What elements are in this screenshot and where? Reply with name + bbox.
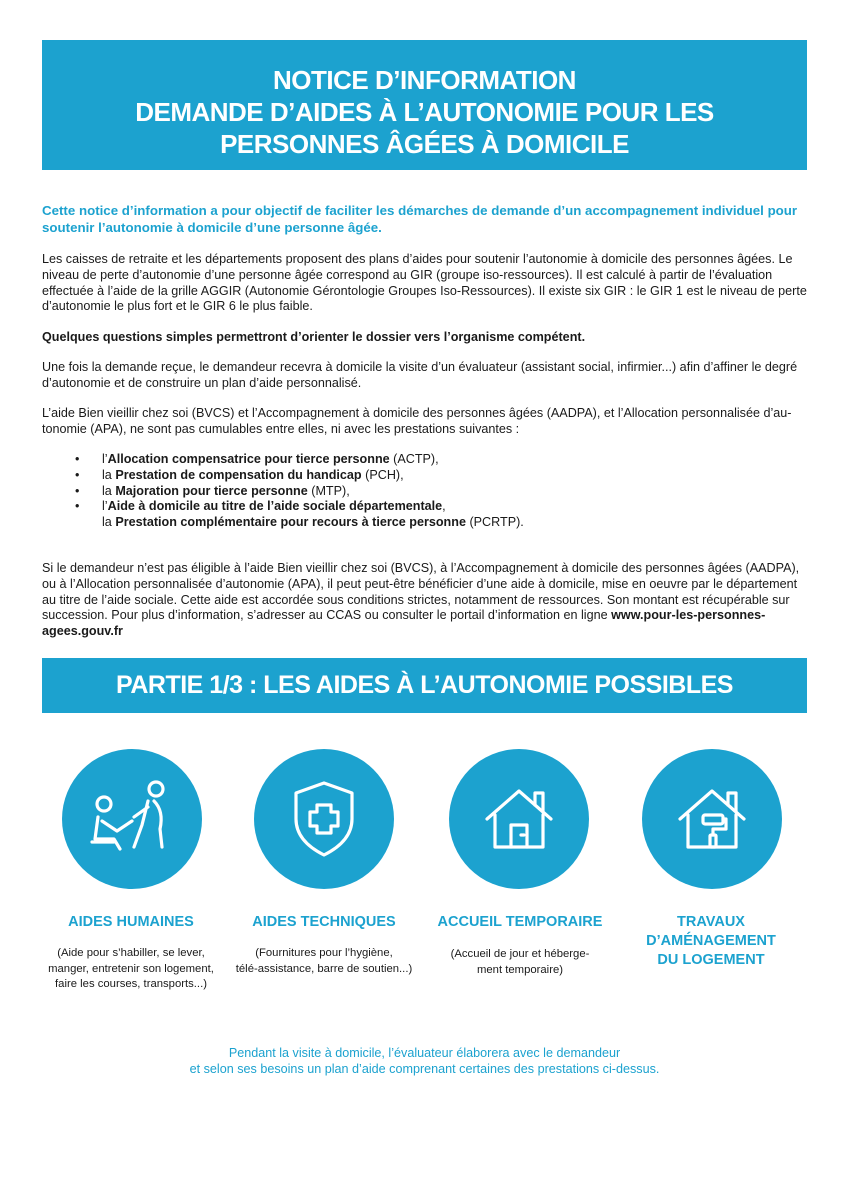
header-banner bbox=[42, 40, 807, 170]
paragraph-gir: Les caisses de retraite et les départements proposent des plans d’aides pour soutenir l’autonomie à domicile des personnes âgées. Le niveau de perte d’autonomie d’une personne âgée correspond au GIR (groupe iso-ressources). Il est calculé à partir de l’évaluation effectuée à l’aide de la grille AGGIR (Autonomie Gérontologie Groupes Iso-Ressources). Il existe six GIR : le GIR 1 est le niveau de perte d’autonomie le plus fort et le GIR 6 le plus faible. bbox=[42, 252, 807, 314]
bullet: • bbox=[75, 483, 80, 498]
house-paint-roller-icon bbox=[642, 749, 782, 889]
medical-shield-icon bbox=[254, 749, 394, 889]
paragraph-cumul: L’aide Bien vieillir chez soi (BVCS) et l’Accompagnement à domicile des personnes âgées (AADPA), et l’Allocation personnalisée d’au-tonomie (APA), ne sont pas cumulables entre elles, ni avec les prestations suivantes : bbox=[42, 406, 792, 436]
section-banner bbox=[42, 658, 807, 713]
header-title-line-2: DEMANDE D’AIDES À L’AUTONOMIE POUR LES bbox=[135, 97, 714, 127]
list-item: • l’Aide à domicile au titre de l’aide sociale départementale, bbox=[75, 499, 446, 514]
category-title-aides-techniques: AIDES TECHNIQUES bbox=[252, 914, 396, 930]
list-item: • la Majoration pour tierce personne (MTP), bbox=[75, 483, 350, 498]
house-icon bbox=[449, 749, 589, 889]
bullet: • bbox=[75, 499, 80, 514]
list-item: • la Prestation de compensation du handicap (PCH), bbox=[75, 467, 404, 482]
bullet: • bbox=[75, 467, 80, 482]
info-portal-link[interactable]: www.pour-les-personnes-agees.gouv.fr bbox=[42, 608, 766, 639]
category-title-travaux: TRAVAUX D’AMÉNAGEMENT DU LOGEMENT bbox=[646, 914, 776, 968]
category-desc-accueil-temporaire: (Accueil de jour et héberge- ment temporaire) bbox=[450, 948, 590, 976]
intro-text: Cette notice d’information a pour objectif de faciliter les démarches de demande d’un accompagnement individuel pour soutenir l’autonomie à domicile d’une personne âgée. bbox=[42, 203, 798, 235]
helping-person-icon bbox=[62, 749, 202, 889]
paragraph-visit: Une fois la demande reçue, le demandeur recevra à domicile la visite d’un évaluateur (assistant social, infirmier...) afin d’affiner le degré d’autonomie et de construire un plan d’aide personnalisé. bbox=[42, 360, 798, 390]
category-title-accueil-temporaire: ACCUEIL TEMPORAIRE bbox=[437, 914, 603, 930]
category-desc-aides-techniques: (Fournitures pour l’hygiène, télé-assistance, barre de soutien...) bbox=[235, 947, 413, 975]
header-title-line-1: NOTICE D’INFORMATION bbox=[273, 65, 576, 95]
header-title-line-3: PERSONNES ÂGÉES À DOMICILE bbox=[220, 129, 629, 159]
list-item: • l’Allocation compensatrice pour tierce personne (ACTP), bbox=[75, 452, 439, 466]
prestations-list bbox=[70, 452, 770, 531]
paragraph-eligibility: Si le demandeur n’est pas éligible à l’aide Bien vieillir chez soi (BVCS), à l’Accompagnement à domicile des personnes âgées (AADPA), ou à l’Allocation personnalisée d’autonomie (APA), il peut peut-être bénéficier d’une aide à domicile, mise en oeuvre par le département au titre de l’aide sociale. Cette aide est accordée sous conditions strictes, notamment de ressources. Son montant est récupérable sur succession. Pour plus d’information, s’adresser au CCAS ou consulter le portail d’information en ligne www.pour-les-personnes-agees.gouv.fr bbox=[42, 561, 800, 639]
footer-note: Pendant la visite à domicile, l’évaluateur élaborera avec le demandeur et selon ses besoins un plan d’aide comprenant certaines des prestations ci-dessus. bbox=[189, 1046, 660, 1076]
category-title-aides-humaines: AIDES HUMAINES bbox=[68, 914, 194, 930]
bullet: • bbox=[75, 452, 80, 466]
category-desc-aides-humaines: (Aide pour s’habiller, se lever, manger, entretenir son logement, faire les courses, transports...) bbox=[48, 947, 214, 990]
paragraph-questions: Quelques questions simples permettront d’orienter le dossier vers l’organisme compétent. bbox=[42, 330, 586, 344]
list-item: la Prestation complémentaire pour recours à tierce personne (PCRTP). bbox=[102, 515, 524, 530]
section-title: PARTIE 1/3 : LES AIDES À L’AUTONOMIE POSSIBLES bbox=[116, 671, 733, 699]
